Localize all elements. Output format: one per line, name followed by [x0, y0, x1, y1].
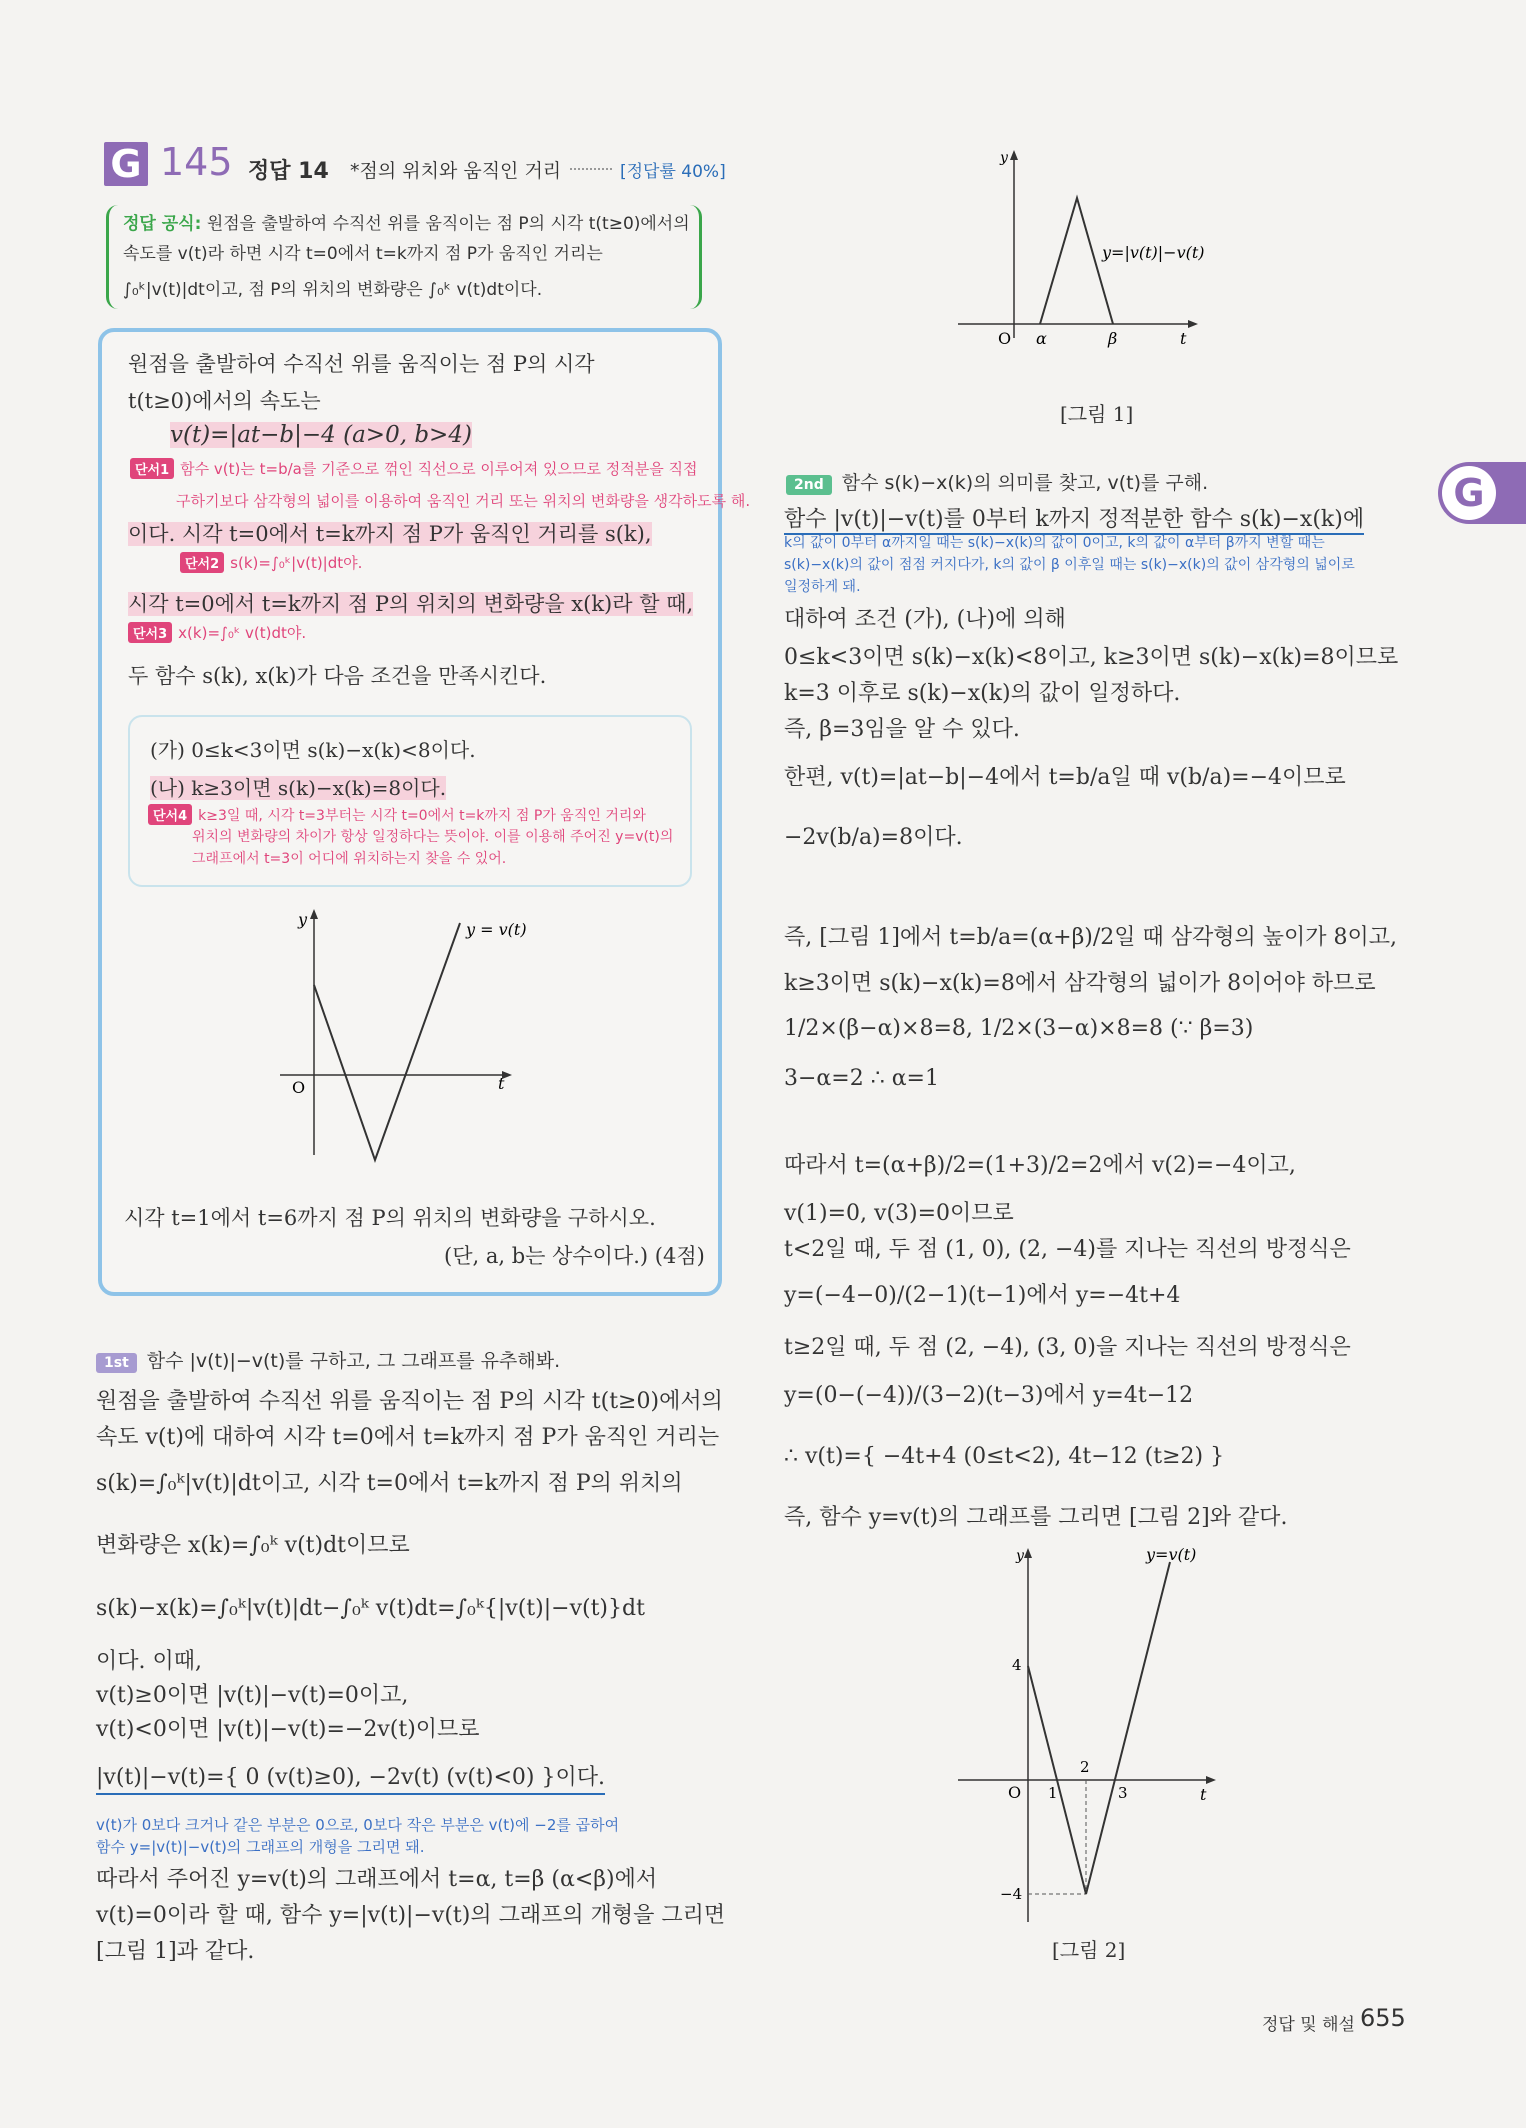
step2-line-10: 1/2×(β−α)×8=8, 1/2×(3−α)×8=8 (∵ β=3)	[784, 1016, 1254, 1041]
step1-line-3: s(k)=∫₀ᵏ|v(t)|dt이고, 시각 t=0에서 t=k까지 점 P의 위치의	[96, 1471, 683, 1496]
problem-number: 145	[160, 140, 233, 184]
side-tab-letter: G	[1442, 466, 1496, 520]
step1-line-11: v(t)=0이라 할 때, 함수 y=|v(t)|−v(t)의 그래프의 개형을 그리면	[96, 1903, 726, 1928]
fig1-x-label: t	[1180, 329, 1187, 348]
problem-text-5: 두 함수 s(k), x(k)가 다음 조건을 만족시킨다.	[128, 664, 547, 688]
step2-line-13: v(1)=0, v(3)=0이므로	[784, 1201, 1014, 1226]
fig1-origin: O	[998, 329, 1012, 348]
step2-line-3: 0≤k<3이면 s(k)−x(k)<8이고, k≥3이면 s(k)−x(k)=8이므로	[784, 645, 1399, 670]
step1-line-7: v(t)≥0이면 |v(t)|−v(t)=0이고,	[96, 1683, 409, 1708]
clue-2: 단서2 s(k)=∫₀ᵏ|v(t)|dt야.	[180, 552, 362, 573]
step2-line-19: 즉, 함수 y=v(t)의 그래프를 그리면 [그림 2]와 같다.	[784, 1505, 1288, 1530]
fig2-tick-1: 1	[1048, 1784, 1058, 1802]
step2-line-16: t≥2일 때, 두 점 (2, −4), (3, 0)을 지나는 직선의 방정식은	[784, 1335, 1351, 1360]
question-text: 시각 t=1에서 t=6까지 점 P의 위치의 변화량을 구하시오.	[124, 1206, 656, 1230]
step2-line-4: k=3 이후로 s(k)−x(k)의 값이 일정하다.	[784, 681, 1181, 706]
step1-line-5: s(k)−x(k)=∫₀ᵏ|v(t)|dt−∫₀ᵏ v(t)dt=∫₀ᵏ{|v(t)|−v(t)}dt	[96, 1596, 645, 1621]
section-letter-badge: G	[104, 142, 148, 186]
step1-badge: 1st	[96, 1353, 137, 1373]
formula-box	[106, 205, 702, 309]
figure-1-caption: [그림 1]	[1060, 402, 1134, 426]
fig2-tick-yn4: −4	[1000, 1885, 1023, 1903]
step1-line-6: 이다. 이때,	[96, 1649, 202, 1674]
page-number: 655	[1360, 2004, 1406, 2032]
fig1-curve-label: y=|v(t)|−v(t)	[1102, 243, 1205, 262]
step1-line-1: 원점을 출발하여 수직선 위를 움직이는 점 P의 시각 t(t≥0)에서의	[96, 1389, 723, 1414]
clue-1: 단서1 함수 v(t)는 t=b/a를 기준으로 꺾인 직선으로 이루어져 있으므로 정적분을 직접	[130, 458, 698, 479]
velocity-equation: v(t)=|at−b|−4 (a>0, b>4)	[170, 422, 472, 448]
condition-a: (가) 0≤k<3이면 s(k)−x(k)<8이다.	[150, 738, 476, 762]
problem-velocity-graph	[270, 905, 530, 1175]
step2-line-17: y=(0−(−4))/(3−2)(t−3)에서 y=4t−12	[784, 1383, 1194, 1408]
step2-line-9: k≥3이면 s(k)−x(k)=8에서 삼각형의 넓이가 8이어야 하므로	[784, 971, 1376, 996]
fig2-tick-3: 3	[1118, 1784, 1128, 1802]
clue-4: 단서4 k≥3일 때, 시각 t=3부터는 시각 t=0에서 t=k까지 점 P가 움직인 거리와	[148, 804, 646, 825]
step2-line-2: 대하여 조건 (가), (나)에 의해	[784, 607, 1066, 632]
fig2-y-label: y	[1016, 1548, 1024, 1564]
step2-line-1: 함수 |v(t)|−v(t)를 0부터 k까지 정적분한 함수 s(k)−x(k)에	[784, 502, 1364, 535]
problem-text-4: 시각 t=0에서 t=k까지 점 P의 위치의 변화량을 x(k)라 할 때,	[128, 592, 694, 616]
graph-y-label: y	[298, 910, 308, 929]
correct-rate: [정답률 40%]	[620, 162, 726, 182]
question-note: (단, a, b는 상수이다.) (4점)	[444, 1244, 705, 1268]
fig2-origin: O	[1008, 1783, 1022, 1802]
step1-annotation-1: v(t)가 0보다 크거나 같은 부분은 0으로, 0보다 작은 부분은 v(t)에 −2를 곱하여	[96, 1816, 620, 1834]
step2-heading: 2nd 함수 s(k)−x(k)의 의미를 찾고, v(t)를 구해.	[786, 468, 1208, 495]
step1-line-8: v(t)<0이면 |v(t)|−v(t)=−2v(t)이므로	[96, 1717, 480, 1742]
fig2-tick-y4: 4	[1012, 1656, 1022, 1674]
formula-line-1: 정답 공식: 원점을 출발하여 수직선 위를 움직이는 점 P의 시각 t(t≥0)에서의	[123, 214, 690, 234]
step2-line-6: 한편, v(t)=|at−b|−4에서 t=b/a일 때 v(b/a)=−4이므로	[784, 765, 1346, 790]
problem-text-3: 이다. 시각 t=0에서 t=k까지 점 P가 움직인 거리를 s(k),	[128, 522, 652, 546]
step2-line-7: −2v(b/a)=8이다.	[784, 825, 963, 850]
formula-line-2: 속도를 v(t)라 하면 시각 t=0에서 t=k까지 점 P가 움직인 거리는	[123, 244, 603, 264]
step1-heading: 1st 함수 |v(t)|−v(t)를 구하고, 그 그래프를 유추해봐.	[96, 1346, 560, 1373]
step2-line-5: 즉, β=3임을 알 수 있다.	[784, 717, 1020, 742]
fig1-alpha: α	[1036, 329, 1047, 348]
problem-text-1: 원점을 출발하여 수직선 위를 움직이는 점 P의 시각	[128, 352, 595, 376]
section-side-tab	[1438, 462, 1526, 524]
fig2-curve-label: y=v(t)	[1146, 1545, 1197, 1564]
step2-line-12: 따라서 t=(α+β)/2=(1+3)/2=2에서 v(2)=−4이고,	[784, 1153, 1296, 1178]
dotted-leader	[570, 168, 612, 170]
fig1-beta: β	[1108, 329, 1118, 348]
topic-label: *점의 위치와 움직인 거리	[350, 160, 562, 182]
step1-line-4: 변화량은 x(k)=∫₀ᵏ v(t)dt이므로	[96, 1533, 410, 1558]
clue-3: 단서3 x(k)=∫₀ᵏ v(t)dt야.	[128, 622, 306, 643]
condition-b: (나) k≥3이면 s(k)−x(k)=8이다.	[150, 776, 447, 800]
footer-label: 정답 및 해설	[1262, 2015, 1355, 2035]
step2-line-15: y=(−4−0)/(2−1)(t−1)에서 y=−4t+4	[784, 1283, 1181, 1308]
answer-label: 정답 14	[248, 159, 329, 184]
figure-2-graph	[950, 1542, 1240, 1932]
clue-4-cont: 위치의 변화량의 차이가 항상 일정하다는 뜻이야. 이를 이용해 주어진 y=v(t)의	[192, 829, 674, 845]
step1-annotation-2: 함수 y=|v(t)|−v(t)의 그래프의 개형을 그리면 돼.	[96, 1838, 425, 1856]
step2-line-14: t<2일 때, 두 점 (1, 0), (2, −4)를 지나는 직선의 방정식은	[784, 1237, 1351, 1262]
step1-line-9: |v(t)|−v(t)={ 0 (v(t)≥0), −2v(t) (v(t)<0) }이다.	[96, 1760, 605, 1795]
step2-badge: 2nd	[786, 475, 832, 495]
step2-annotation-2: s(k)−x(k)의 값이 점점 커지다가, k의 값이 β 이후일 때는 s(k)−x(k)의 값이 삼각형의 넓이로	[784, 557, 1355, 573]
step2-annotation-1: k의 값이 0부터 α까지일 때는 s(k)−x(k)의 값이 0이고, k의 값이 α부터 β까지 변할 때는	[784, 535, 1325, 551]
problem-text-2: t(t≥0)에서의 속도는	[128, 389, 321, 413]
fig2-x-label: t	[1200, 1785, 1207, 1804]
clue-4-cont2: 그래프에서 t=3이 어디에 위치하는지 찾을 수 있어.	[192, 851, 507, 867]
graph-curve-label: y = v(t)	[466, 920, 527, 939]
step1-line-2: 속도 v(t)에 대하여 시각 t=0에서 t=k까지 점 P가 움직인 거리는	[96, 1425, 720, 1450]
graph-origin: O	[292, 1078, 306, 1097]
step1-line-10: 따라서 주어진 y=v(t)의 그래프에서 t=α, t=β (α<β)에서	[96, 1867, 658, 1892]
figure-1-graph	[950, 148, 1250, 358]
formula-line-3: ∫₀ᵏ|v(t)|dt이고, 점 P의 위치의 변화량은 ∫₀ᵏ v(t)dt이다.	[123, 280, 543, 300]
step1-line-12: [그림 1]과 같다.	[96, 1939, 255, 1964]
problem-header	[100, 140, 730, 190]
step2-annotation-3: 일정하게 돼.	[784, 579, 861, 595]
step2-line-18: ∴ v(t)={ −4t+4 (0≤t<2), 4t−12 (t≥2) }	[784, 1444, 1225, 1469]
figure-2-caption: [그림 2]	[1052, 1938, 1126, 1962]
fig1-y-label: y	[1000, 150, 1008, 166]
fig2-tick-2: 2	[1080, 1758, 1090, 1776]
step2-line-8: 즉, [그림 1]에서 t=b/a=(α+β)/2일 때 삼각형의 높이가 8이고,	[784, 925, 1398, 950]
clue-1-cont: 구하기보다 삼각형의 넓이를 이용하여 움직인 거리 또는 위치의 변화량을 생각하도록 해.	[176, 492, 751, 510]
graph-x-label: t	[498, 1074, 505, 1093]
step2-line-11: 3−α=2 ∴ α=1	[784, 1066, 939, 1091]
